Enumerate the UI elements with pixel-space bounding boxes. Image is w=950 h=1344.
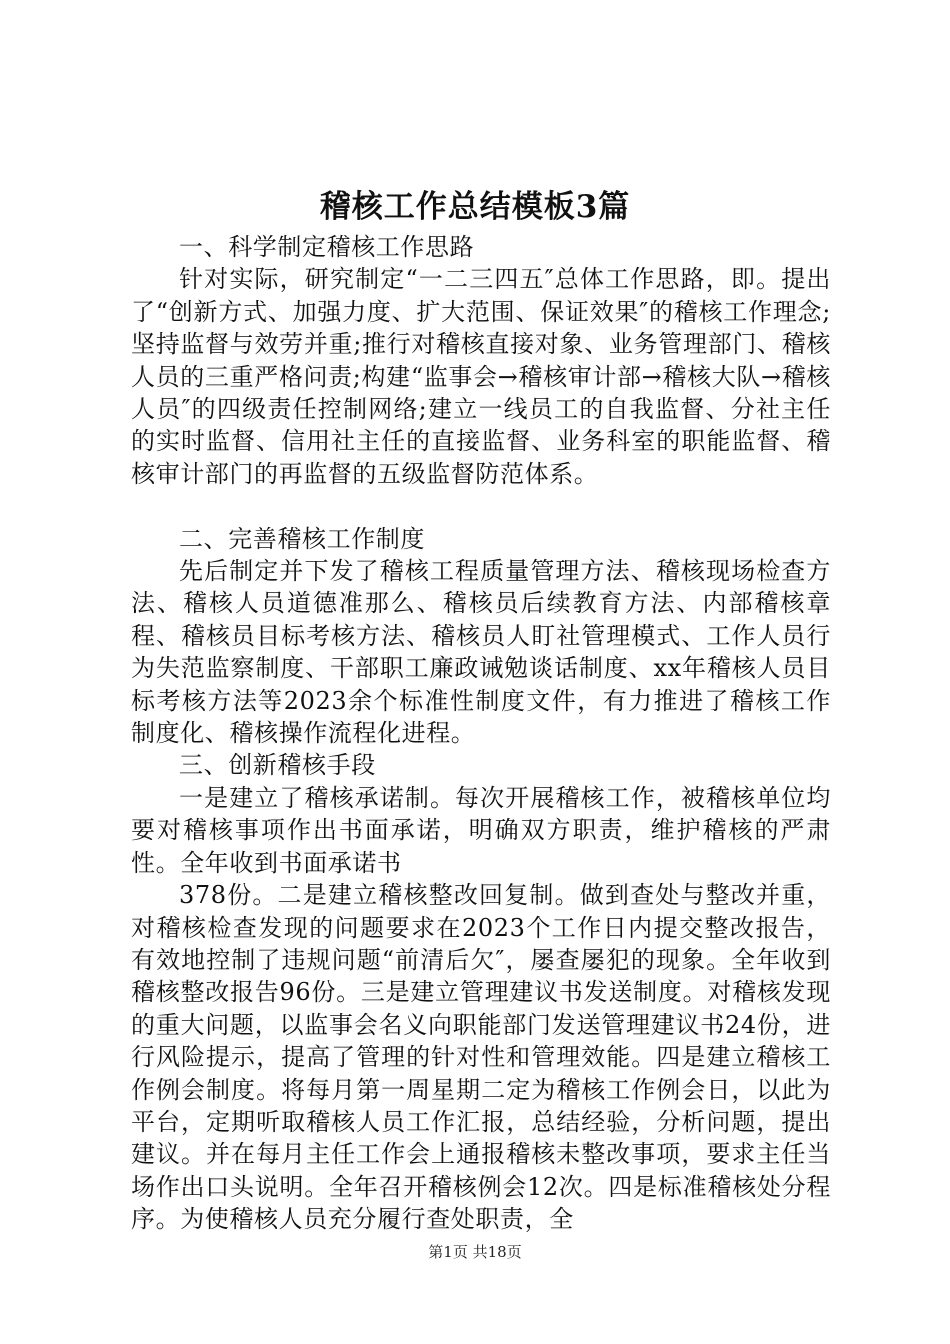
section-heading-2: 二、完善稽核工作制度	[179, 524, 425, 553]
paragraph-gap	[131, 490, 831, 522]
section-heading-1: 一、科学制定稽核工作思路	[179, 233, 475, 261]
section-3-paragraph-2: 378份。二是建立稽核整改回复制。做到查处与整改并重，对稽核检查发现的问题要求在2023个工作日内提交整改报告，有效地控制了违规问题“前清后欠″，屡查屡犯的现象。全年收到稽核整改报告96份。三是建立管理建议书发送制度。对稽核发现的重大问题，以监事会名义向职能部门发送管理建议书24份，进行风险提示，提高了管理的针对性和管理效能。四是建立稽核工作例会制度。将每月第一周星期二定为稽核工作例会日，以此为平台，定期听取稽核人员工作汇报，总结经验，分析问题，提出建议。并在每月主任工作会上通报稽核未整改事项，要求主任当场作出口头说明。全年召开稽核例会12次。四是标准稽核处分程序。为使稽核人员充分履行查处职责，全	[131, 881, 831, 1234]
page-number-footer: 第1页 共18页	[428, 1243, 522, 1261]
document-title: 稽核工作总结模板3篇	[319, 189, 631, 225]
section-heading-3: 三、创新稽核手段	[179, 751, 376, 780]
section-2-paragraph-1: 先后制定并下发了稽核工程质量管理方法、稽核现场检查方法、稽核人员道德准那么、稽核员后续教育方法、内部稽核章程、稽核员目标考核方法、稽核员人盯社管理模式、工作人员行为失范监察制度、干部职工廉政诫勉谈话制度、xx年稽核人员目标考核方法等2023余个标准性制度文件，有力推进了稽核工作制度化、稽核操作流程化进程。	[131, 557, 831, 748]
section-1-paragraph-1: 针对实际，研究制定“一二三四五″总体工作思路，即。提出了“创新方式、加强力度、扩大范围、保证效果″的稽核工作理念;坚持监督与效劳并重;推行对稽核直接对象、业务管理部门、稽核人员的三重严格问责;构建“监事会→稽核审计部→稽核大队→稽核人员″的四级责任控制网络;建立一线员工的自我监督、分社主任的实时监督、信用社主任的直接监督、业务科室的职能监督、稽核审计部门的再监督的五级监督防范体系。	[131, 265, 831, 488]
document-body	[131, 231, 831, 1236]
section-3-paragraph-1: 一是建立了稽核承诺制。每次开展稽核工作，被稽核单位均要对稽核事项作出书面承诺，明确双方职责，维护稽核的严肃性。全年收到书面承诺书	[131, 783, 831, 877]
